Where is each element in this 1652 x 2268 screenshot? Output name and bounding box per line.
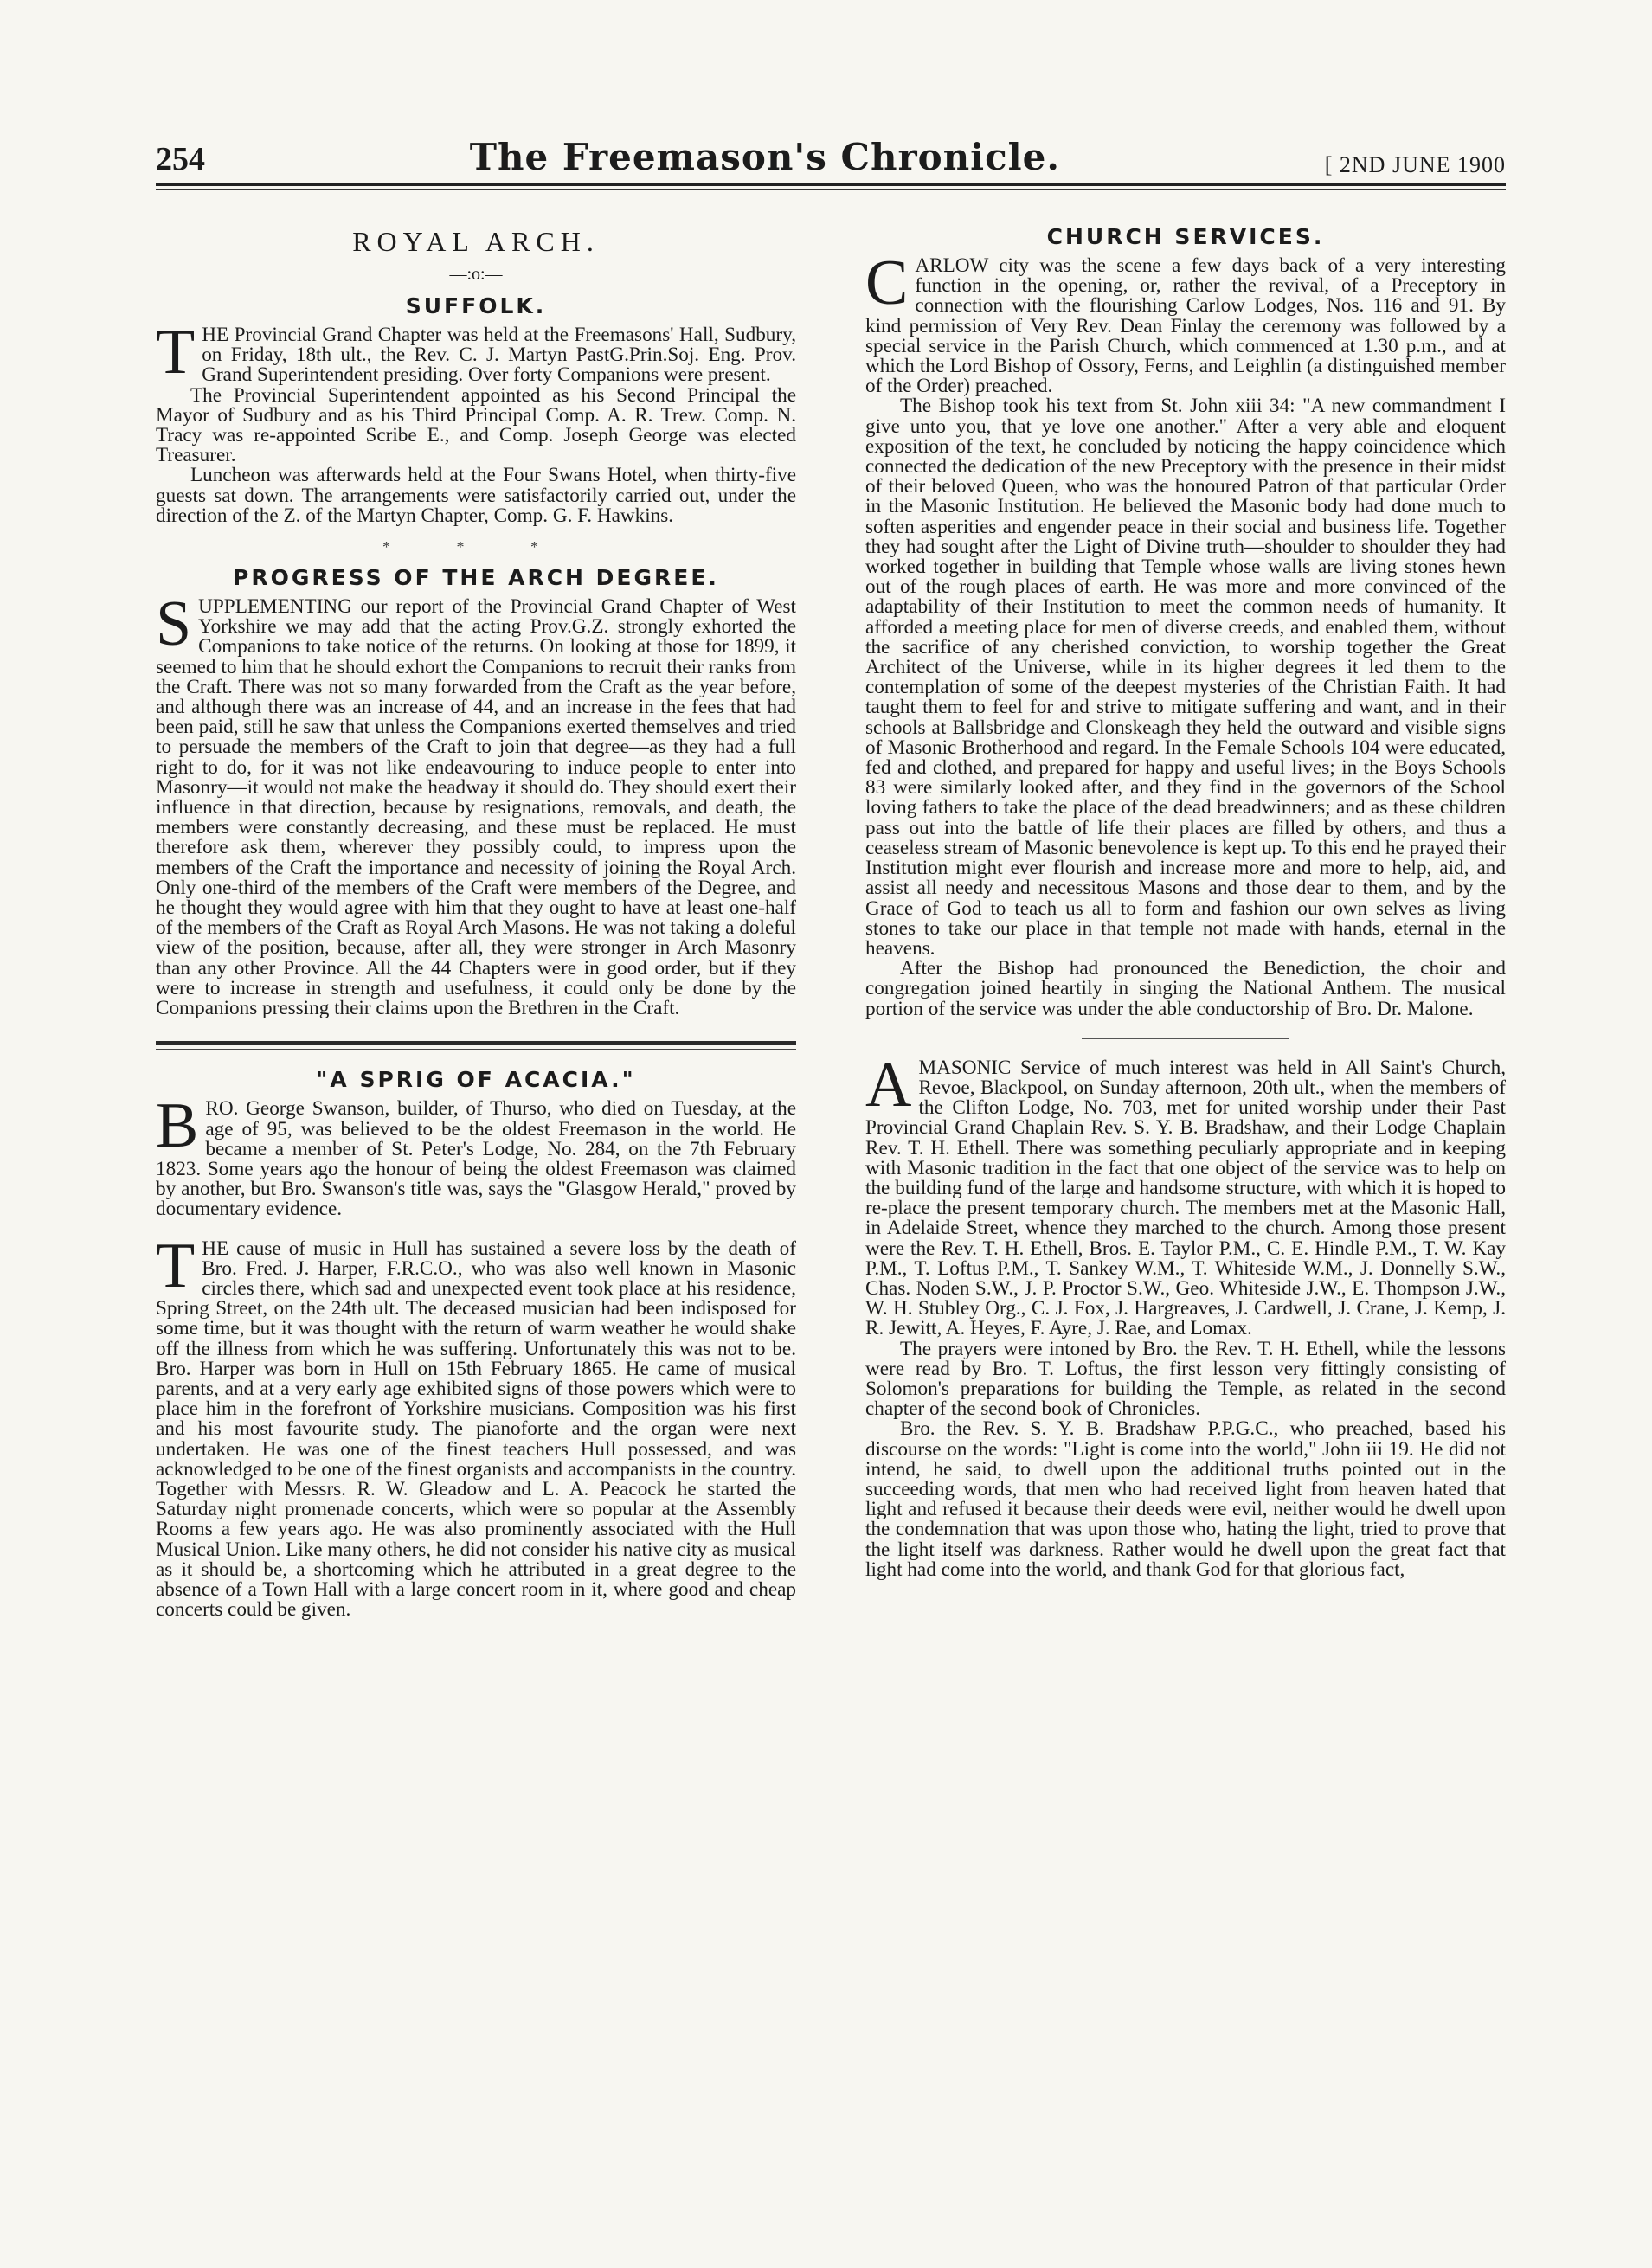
issue-date: [ 2ND JUNE 1900 xyxy=(1324,152,1506,177)
article-paragraph: The Bishop took his text from St. John xiii 34: "A new commandment I give unto you, that ye love one another." After a very able and eloquent exposition of the text, he concluded by noticing the happy coincidence which connected the dedication of the new Preceptory with the presence in their midst of their beloved Queen, who was the honoured Patron of that particular Order in the Masonic Institution. He believed the Masonic body had done much to soften asperities and engender peace in their social and business life. Together they had sought after the Light of Divine truth—shoulder to shoulder they had worked together in building that Temple whose walls are living stones hewn out of the rough places of earth. He was more and more convinced of the adaptability of their Institution to meet the common needs of humanity. It afforded a meeting place for men of diverse creeds, and enabled them, without the sacrifice of any cherished conviction, to worship together the Great Architect of the Universe, while in its higher degrees it led them to the contemplation of some of the deepest mysteries of the Christian Faith. It had taught them to feel for and strive to mitigate suffering and want, and in their schools at Ballsbridge and Clonskeagh they held the outward and visible signs of Masonic Brotherhood and regard. In the Female Schools 104 were educated, fed and clothed, and prepared for happy and useful lives; in the Boys Schools 83 were similarly looked after, and they find in the governors of the School loving fathers to take the place of the dead breadwinners; and as these children pass out into the battle of life their places are filled by others, and thus a ceaseless stream of Masonic benevolence is kept up. To this end he prayed their Institution might ever flourish and increase more and more to help, aid, and assist all needy and necessitous Masons and those dear to them, and by the Grace of God to teach us all to form and fashion our own selves as living stones to take our place in that temple not made with hands, eternal in the heavens. xyxy=(865,395,1506,960)
drop-cap: C xyxy=(865,247,909,318)
section-divider xyxy=(156,1041,796,1045)
article-paragraph: The prayers were intoned by Bro. the Rev. T. H. Ethell, while the lessons were read by Bro. T. Loftus, the first lesson very fittingly consisting of Solomon's preparations for building the Temple, as related in the second chapter of the second book of Chronicles. xyxy=(865,1337,1506,1421)
header-rule xyxy=(156,183,1506,186)
article-divider xyxy=(1082,1038,1289,1039)
header-rule-thin xyxy=(156,189,1506,190)
article-paragraph xyxy=(156,317,796,388)
drop-cap: T xyxy=(156,317,196,388)
paragraph-text: RO. George Swanson, builder, of Thurso, who died on Tuesday, at the age of 95, was believed to be the oldest Freemason in the world. He became a member of St. Peter's Lodge, No. 284, on the 7th February 1823. Some years ago the honour of being the oldest Freemason was claimed by another, but Bro. Swanson's title was, says the "Glasgow Herald," proved by documentary evidence. xyxy=(156,1097,796,1221)
article-paragraph: After the Bishop had pronounced the Benediction, the choir and congregation joined heartily in singing the National Anthem. The musical portion of the service was under the able conductorship of Bro. Dr. Malone. xyxy=(865,957,1506,1020)
article-paragraph: Bro. the Rev. S. Y. B. Bradshaw P.P.G.C., who preached, based his discourse on the words: "Light is come into the world," John iii 19. He did not intend, he said, to dwell upon the additional truths pointed out in the succeeding words, that men who had received light from heaven hated that light and refused it because their deeds were evil, neither would he dwell upon the condemnation that was upon those who, hating the light, tried to prove that the light itself was darkness. Rather would he dwell upon the great fact that light had come into the world, and thank God for that glorious fact, xyxy=(865,1417,1506,1581)
page-number: 254 xyxy=(156,141,205,177)
drop-cap: A xyxy=(865,1049,912,1121)
heading-suffolk: SUFFOLK. xyxy=(405,293,547,318)
article-paragraph xyxy=(156,1090,796,1221)
section-divider-thin xyxy=(156,1049,796,1050)
paragraph-text: UPPLEMENTING our report of the Provincial Grand Chapter of West Yorkshire we may add that the acting Prov.G.Z. strongly exhorted the Companions to take notice of the returns. On looking at those for 1899, it seemed to him that he should exhort the Companions to recruit their ranks from the Craft. There was not so many forwarded from the Craft as the year before, and although there was an increase of 44, and an increase in the fees that had been paid, still he saw that unless the Companions exerted themselves and tried to persuade the members of the Craft to join that degree—as they had a full right to do, for it was not like endeavouring to induce people to enter into Masonry—it would not make the headway it should do. They should exert their influence in that direction, because by resignations, removals, and death, the members were constantly decreasing, and these must be replaced. He must therefore ask them, wherever they possibly could, to impress upon the members of the Craft the importance and necessity of joining the Royal Arch. Only one-third of the members of the Craft were members of the Degree, and he thought they would agree with him that they ought to have at least one-half of the members of the Craft as Royal Arch Masons. He was not taking a doleful view of the position, because, after all, they were stronger in Arch Masonry than any other Province. All the 44 Chapters were in good order, but if they were to increase in strength and usefulness, it could only be done by the Companions pressing their claims upon the Brethren in the Craft. xyxy=(156,595,796,1020)
columns xyxy=(156,209,1506,1620)
page-header xyxy=(156,130,1506,178)
drop-cap: T xyxy=(156,1230,196,1301)
left-column xyxy=(156,209,796,1620)
heading-progress: PROGRESS OF THE ARCH DEGREE. xyxy=(233,565,719,591)
asterism-divider: * * * xyxy=(382,538,569,556)
section-separator: —:o:— xyxy=(449,265,503,284)
drop-cap: B xyxy=(156,1090,199,1162)
article-paragraph xyxy=(865,247,1506,398)
newspaper-page xyxy=(156,130,1506,2189)
article-paragraph: The Provincial Superintendent appointed as his Second Principal the Mayor of Sudbury and as his Third Principal Comp. A. R. Trew. Comp. N. Tracy was re-appointed Scribe E., and Comp. Joseph George was elected Treasurer. xyxy=(156,383,796,467)
article-paragraph: Luncheon was afterwards held at the Four Swans Hotel, when thirty-five guests sat down. The arrangements were satisfactorily carried out, under the direction of the Z. of the Martyn Chapter, Comp. G. F. Hawkins. xyxy=(156,464,796,527)
masthead-title: The Freemason's Chronicle. xyxy=(469,136,1060,178)
section-title-royal-arch: ROYAL ARCH. xyxy=(352,226,600,257)
spacer xyxy=(156,1220,796,1239)
heading-church-services: CHURCH SERVICES. xyxy=(1046,224,1325,249)
heading-acacia: "A SPRIG OF ACACIA." xyxy=(316,1067,636,1093)
paragraph-text: HE Provincial Grand Chapter was held at the Freemasons' Hall, Sudbury, on Friday, 18th ult., the Rev. C. J. Martyn PastG.Prin.Soj. Eng. Prov. Grand Superintendent presiding. Over forty Companions were present. xyxy=(202,324,796,387)
drop-cap: S xyxy=(156,588,192,660)
right-column xyxy=(865,209,1506,1620)
paragraph-text: ARLOW city was the scene a few days back of a very interesting function in the opening, or, rather the revival, of a Preceptory in connection with the flourishing Carlow Lodges, Nos. 116 and 91. By kind permission of Very Rev. Dean Finlay the ceremony was followed by a special service in the Parish Church, which commenced at 1.30 p.m., and at which the Lord Bishop of Ossory, Ferns, and Leighlin (a distinguished member of the Order) preached. xyxy=(865,254,1506,398)
article-paragraph xyxy=(156,588,796,1020)
paragraph-text: HE cause of music in Hull has sustained a severe loss by the death of Bro. Fred. J. Harper, F.R.C.O., who was also well known in Masonic circles there, which sad and unexpected event took place at his residence, Spring Street, on the 24th ult. The deceased musician had been indisposed for some time, but it was thought with the return of warm weather he would shake off the illness from which he was suffering. Unfortunately this was not to be. Bro. Harper was born in Hull on 15th February 1865. He came of musical parents, and at a very early age exhibited signs of those powers which were to place him in the forefront of Yorkshire musicians. Composition was his first and his most favourite study. The pianoforte and the organ were next undertaken. He was one of the finest teachers Hull possessed, and was acknowledged to be one of the finest organists and accompanists in the country. Together with Messrs. R. W. Gleadow and L. A. Peacock he started the Saturday night promenade concerts, which were so popular at the Assembly Rooms a few years ago. He was also prominently associated with the Hull Musical Union. Like many others, he did not consider his native city as musical as it should be, a shortcoming which he attributed in a great degree to the absence of a Town Hall with a large concert room in it, where good and cheap concerts could be given. xyxy=(156,1237,796,1622)
paragraph-text: MASONIC Service of much interest was held in All Saint's Church, Revoe, Blackpool, on Sunday afternoon, 20th ult., when the members of the Clifton Lodge, No. 703, met for united worship under their Past Provincial Grand Chaplain Rev. S. Y. B. Bradshaw, and their Lodge Chaplain Rev. T. H. Ethell. There was something peculiarly appropriate and in keeping with Masonic tradition in the fact that one object of the service was to help on the building fund of the large and handsome structure, with which it is hoped to re-place the present temporary church. The members met at the Masonic Hall, in Adelaide Street, whence they marched to the church. Among those present were the Rev. T. H. Ethell, Bros. E. Taylor P.M., C. E. Hindle P.M., T. W. Kay P.M., T. Loftus P.M., T. Sankey W.M., T. Whiteside W.M., J. Donnelly S.W., Chas. Noden S.W., J. P. Proctor S.W., Geo. Whiteside J.W., E. Thompson J.W., W. H. Stubley Org., C. J. Fox, J. Hargreaves, J. Cardwell, J. Crane, J. Kemp, J. R. Jewitt, A. Heyes, F. Ayre, J. Rae, and Lomax. xyxy=(865,1056,1506,1340)
article-paragraph xyxy=(156,1230,796,1622)
article-paragraph xyxy=(865,1049,1506,1340)
